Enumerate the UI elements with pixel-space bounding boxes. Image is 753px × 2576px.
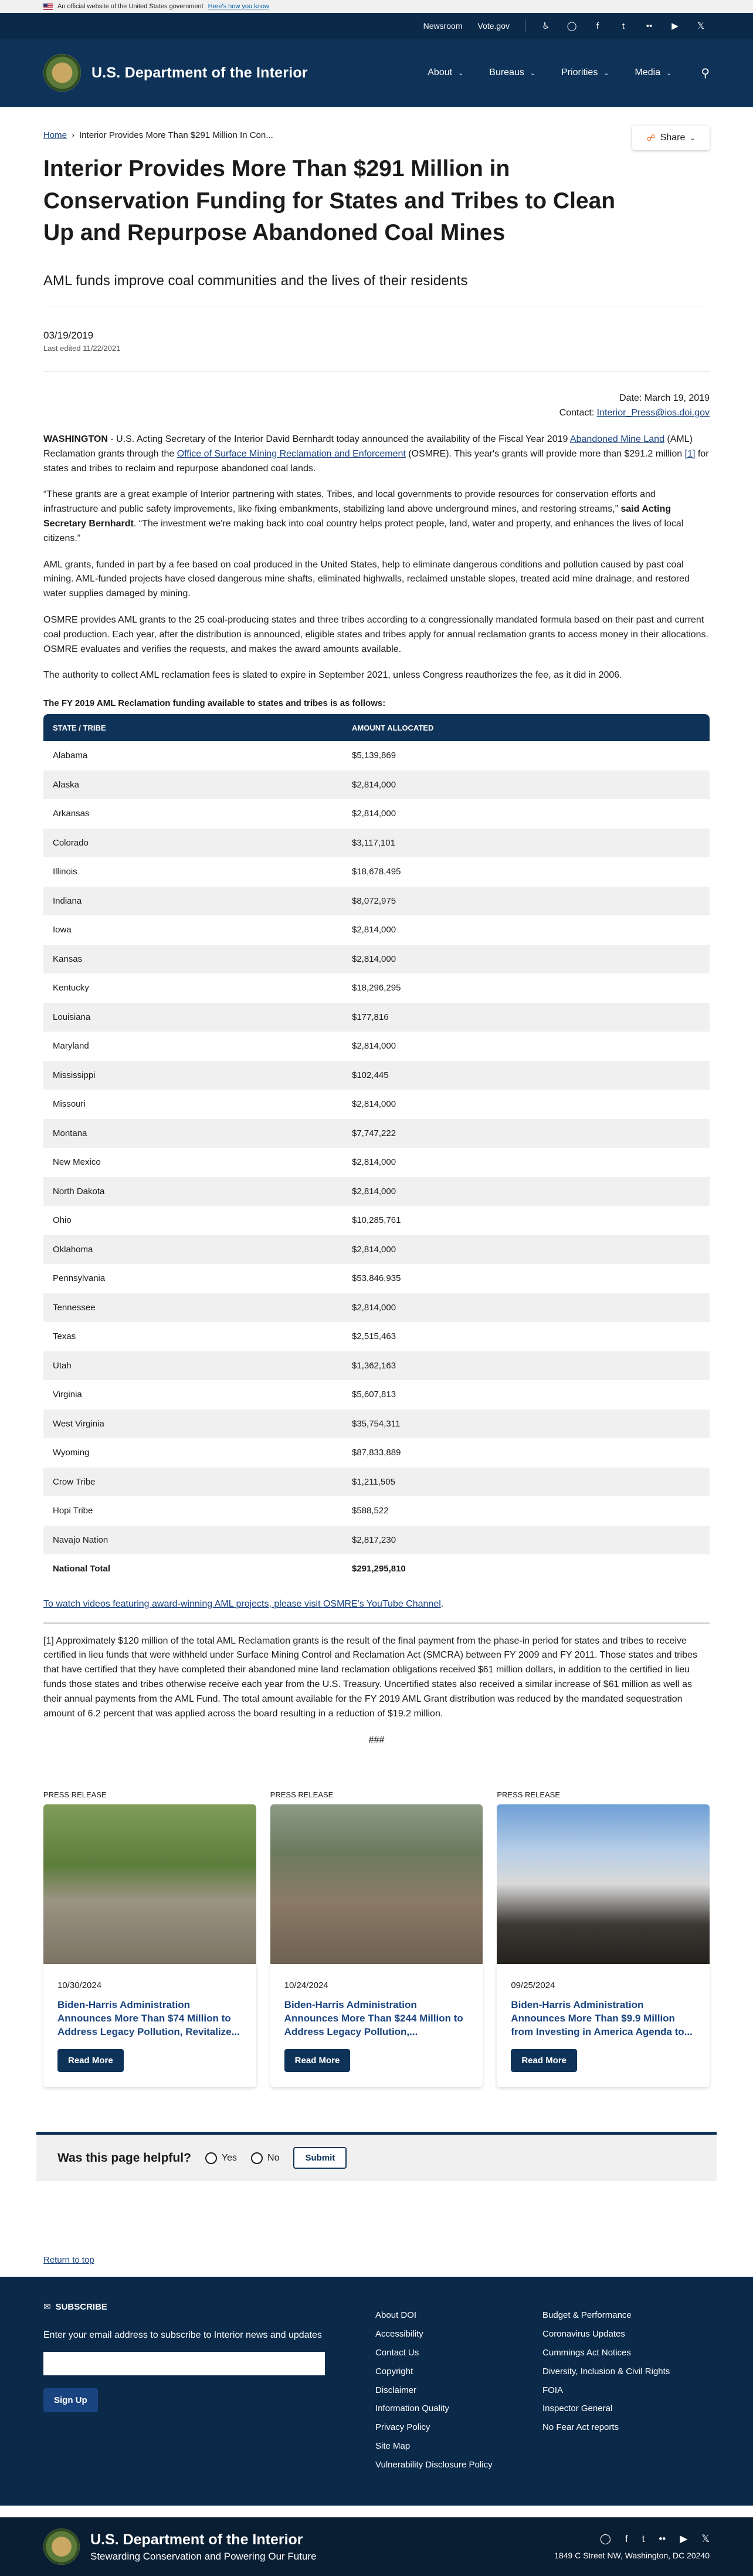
text: (AML) Reclamation grants through the [43, 434, 693, 459]
gov-banner-text: An official website of the United States government [57, 3, 203, 10]
footer-link[interactable]: Contact Us [375, 2348, 419, 2358]
dateline-city: WASHINGTON [43, 434, 108, 444]
identifier-title: U.S. Department of the Interior [90, 2531, 303, 2548]
state-cell: Illinois [53, 867, 77, 877]
state-cell: Indiana [43, 887, 342, 916]
identifier-tagline: Stewarding Conservation and Powering Our Future [90, 2550, 317, 2562]
state-cell: Kentucky [53, 983, 89, 993]
nav-item-label: Media [635, 67, 661, 77]
card-body [497, 1964, 710, 2087]
paragraph-3: AML grants, funded in part by a fee based on coal produced in the United States, help to eliminate dangerous conditions and pollution caused by past coal mining. AML-funded projects have closed dangerous mine shafts, eliminated highwalls, reclaimed unstable slopes, treated acid mine drainage, and restored water supplies damaged by mining. [43, 559, 690, 599]
state-cell: New Mexico [53, 1157, 101, 1168]
state-cell: Iowa [53, 925, 72, 935]
footer-links-column-1 [375, 2301, 542, 2506]
amount-cell: $2,515,463 [352, 1331, 396, 1342]
share-icon: ☍ [646, 133, 656, 143]
amount-cell: $3,117,101 [342, 829, 710, 858]
nav-item-priorities[interactable] [561, 67, 609, 78]
page-subtitle: AML funds improve coal communities and the lives of their residents [43, 273, 710, 306]
youtube-link-line [43, 1599, 710, 1624]
table-row [43, 1061, 710, 1090]
footer-identifier [0, 2517, 753, 2576]
text: - U.S. Acting Secretary of the Interior David Bernhardt today announced the availability of the Fiscal Year 2019 [107, 434, 570, 444]
card-title[interactable]: Biden-Harris Administration Announces More Than $74 Million to Address Legacy Pollution, Revitalize... [57, 1999, 240, 2038]
card-image[interactable] [497, 1804, 710, 1964]
footer-social-links [554, 2533, 710, 2545]
card-date: 10/30/2024 [57, 1980, 102, 1991]
card-title[interactable]: Biden-Harris Administration Announces More Than $244 Million to Address Legacy Pollution,... [284, 1999, 463, 2038]
table-row [43, 887, 710, 916]
footer-link[interactable]: About DOI [375, 2310, 417, 2321]
table-total-row [43, 1554, 710, 1584]
read-more-button[interactable]: Read More [511, 2049, 577, 2072]
gov-banner [0, 0, 753, 13]
press-release-card [497, 1790, 710, 2087]
state-cell: Missouri [53, 1099, 86, 1110]
quote-text: . “The investment we're making back into coal country helps protect people, land, water and property, and enhances the lives of local citizens.” [43, 518, 684, 543]
table-row [43, 1351, 710, 1381]
footer-link[interactable]: Information Quality [375, 2403, 449, 2414]
amount-cell: $2,814,000 [342, 770, 710, 800]
chevron-down-icon: ⌄ [458, 70, 464, 77]
chevron-down-icon: ⌄ [603, 70, 609, 77]
nav-item-media[interactable] [635, 67, 672, 78]
card-kicker: PRESS RELEASE [497, 1790, 560, 1800]
site-title[interactable]: U.S. Department of the Interior [91, 64, 308, 81]
facebook-icon[interactable]: f [596, 21, 599, 31]
state-cell: Alaska [43, 770, 342, 800]
press-release-card [43, 1790, 256, 2087]
table-row [43, 1206, 710, 1235]
state-cell: Texas [53, 1331, 76, 1342]
paragraph-5: The authority to collect AML reclamation fees is slated to expire in September 2021, unless Congress reauthorizes the fee, as it did in 2006. [43, 670, 622, 681]
youtube-icon[interactable]: ▶ [671, 21, 679, 31]
feedback-yes-radio[interactable] [205, 2152, 237, 2164]
amount-cell: $2,814,000 [352, 809, 396, 819]
state-cell: Virginia [53, 1390, 82, 1400]
paragraph-2 [43, 488, 710, 546]
nav-item-label: About [428, 67, 453, 77]
amount-cell: $177,816 [342, 1003, 710, 1032]
card-kicker: PRESS RELEASE [270, 1790, 334, 1800]
site-footer [0, 2277, 753, 2506]
amount-cell: $18,296,295 [352, 983, 401, 993]
state-cell: Mississippi [43, 1061, 342, 1090]
table-row [43, 1032, 710, 1061]
state-cell: Louisiana [43, 1003, 342, 1032]
amount-cell: $2,814,000 [342, 1293, 710, 1323]
card-title[interactable]: Biden-Harris Administration Announces More Than $9.9 Million from Investing in America Agenda to... [511, 1999, 693, 2038]
instagram-icon[interactable]: ◯ [567, 21, 577, 31]
feedback-question: Was this page helpful? [57, 2151, 191, 2165]
how-you-know-link[interactable]: Here's how you know [208, 3, 269, 10]
card-body [43, 1964, 256, 2087]
footer-links-column-2 [542, 2301, 710, 2506]
share-button[interactable] [632, 126, 710, 150]
amount-cell: $5,607,813 [352, 1390, 396, 1400]
amount-cell: $2,814,000 [352, 1099, 396, 1110]
envelope-icon: ✉ [43, 2302, 51, 2313]
end-mark: ### [368, 1735, 385, 1746]
amount-cell: $53,846,935 [352, 1273, 401, 1284]
table-row [43, 1526, 710, 1555]
footer-link[interactable]: Vulnerability Disclosure Policy [375, 2459, 493, 2470]
feedback-widget [36, 2132, 717, 2181]
instagram-icon[interactable]: ◯ [599, 2533, 611, 2545]
table-row [43, 1119, 710, 1148]
amount-cell: $7,747,222 [342, 1119, 710, 1148]
amount-cell: $2,814,000 [352, 925, 396, 935]
footer-link[interactable]: Budget & Performance [542, 2310, 632, 2321]
footer-link[interactable]: Privacy Policy [375, 2422, 430, 2433]
subscribe-heading-text: SUBSCRIBE [55, 2301, 107, 2312]
contact-label: Contact: [559, 408, 597, 418]
state-cell: Arkansas [53, 809, 90, 819]
read-more-button[interactable]: Read More [284, 2049, 351, 2072]
doi-seal-logo[interactable] [43, 2528, 80, 2565]
contact-email-link[interactable]: Interior_Press@ios.doi.gov [596, 408, 710, 418]
amount-cell: $10,285,761 [352, 1215, 401, 1226]
table-row [43, 1264, 710, 1293]
card-date: 09/25/2024 [511, 1980, 555, 1991]
radio-circle [205, 2152, 217, 2164]
state-cell: Ohio [53, 1215, 72, 1226]
footer-link[interactable]: Site Map [375, 2440, 411, 2451]
doi-seal-logo[interactable] [43, 54, 81, 92]
text: . [440, 1598, 444, 1609]
footer-link[interactable]: Cummings Act Notices [542, 2348, 631, 2358]
footer-link[interactable]: Diversity, Inclusion & Civil Rights [542, 2366, 670, 2376]
table-row [43, 1003, 710, 1032]
chevron-down-icon: ⌄ [530, 70, 536, 77]
state-cell: Utah [43, 1351, 342, 1381]
amount-cell: $1,362,163 [342, 1351, 710, 1381]
publish-date: 03/19/2019 [43, 329, 94, 341]
state-cell: Oklahoma [43, 1235, 342, 1265]
flickr-icon[interactable]: •• [646, 21, 653, 31]
dateline [43, 391, 710, 421]
newsroom-link[interactable]: Newsroom [423, 21, 463, 31]
youtube-channel-link[interactable]: To watch videos featuring award-winning AML projects, please visit OSMRE's YouTube Channel [43, 1598, 441, 1609]
email-input[interactable] [43, 2352, 325, 2375]
article [0, 153, 753, 1746]
table-row [43, 915, 710, 945]
footer-link[interactable]: Disclaimer [375, 2385, 417, 2395]
text: (OSMRE). This year's grants will provide more than $291.2 million [405, 448, 685, 459]
amount-cell: $8,072,975 [342, 887, 710, 916]
quote-text: “These grants are a great example of Interior partnering with states, Tribes, and local governments to provide resources for conservation efforts and infrastructure and public safety improvements, like fixing embankments, stabilizing land above underground mines, and restoring streams,” [43, 489, 656, 515]
table-row [43, 1468, 710, 1497]
amount-cell: $2,814,000 [342, 945, 710, 974]
subscribe-text: Enter your email address to subscribe to Interior news and updates [43, 2330, 322, 2341]
article-body [43, 432, 710, 683]
footer-link[interactable]: Inspector General [542, 2403, 613, 2414]
state-cell: Montana [43, 1119, 342, 1148]
table-row [43, 799, 710, 829]
funding-table [43, 714, 710, 1584]
accessibility-icon[interactable]: ♿ [542, 21, 550, 31]
state-cell: Alabama [53, 751, 88, 761]
amount-cell: $5,139,869 [352, 751, 396, 761]
table-caption: The FY 2019 AML Reclamation funding available to states and tribes is as follows: [43, 698, 386, 709]
column-header-state: STATE / TRIBE [43, 714, 342, 741]
footer-link[interactable]: Copyright [375, 2366, 413, 2376]
flickr-icon[interactable]: •• [659, 2533, 666, 2545]
table-row [43, 1322, 710, 1351]
state-cell: North Dakota [43, 1177, 342, 1206]
table-header-row [43, 714, 710, 741]
card-body [270, 1964, 483, 2087]
state-cell: Navajo Nation [43, 1526, 342, 1555]
table-row [43, 973, 710, 1003]
related-press-releases [0, 1790, 753, 2087]
state-cell: Colorado [43, 829, 342, 858]
table-row [43, 1438, 710, 1468]
text: for states and tribes to reclaim and repurpose abandoned coal lands. [43, 448, 709, 474]
press-release-card [270, 1790, 483, 2087]
chevron-down-icon: ⌄ [666, 70, 672, 77]
total-label: National Total [53, 1564, 111, 1574]
identifier-right [554, 2533, 710, 2560]
share-label: Share [660, 133, 686, 143]
nav-item-about[interactable] [428, 67, 463, 78]
table-row [43, 770, 710, 800]
column-header-amount: AMOUNT ALLOCATED [342, 714, 710, 741]
amount-cell: $2,814,000 [342, 1177, 710, 1206]
breadcrumb-current: Interior Provides More Than $291 Million In Con... [79, 130, 273, 140]
return-to-top-row [0, 2181, 753, 2265]
state-cell: Kansas [43, 945, 342, 974]
amount-cell: $2,814,000 [352, 1157, 396, 1168]
table-row [43, 829, 710, 858]
footer-link[interactable]: Accessibility [375, 2329, 423, 2340]
card-kicker: PRESS RELEASE [43, 1790, 107, 1800]
table-row [43, 1293, 710, 1323]
amount-cell: $2,817,230 [342, 1526, 710, 1555]
us-flag-icon [43, 4, 53, 10]
footer-link[interactable]: No Fear Act reports [542, 2422, 619, 2433]
footer-link[interactable]: Coronavirus Updates [542, 2329, 625, 2340]
card-image[interactable] [270, 1804, 483, 1964]
state-cell: Tennessee [43, 1293, 342, 1323]
address: 1849 C Street NW, Washington, DC 20240 [554, 2551, 710, 2561]
amount-cell: $102,445 [342, 1061, 710, 1090]
x-icon[interactable]: 𝕏 [701, 2533, 710, 2545]
read-more-button[interactable]: Read More [57, 2049, 124, 2072]
amount-cell: $1,211,505 [342, 1468, 710, 1497]
table-row [43, 1235, 710, 1265]
table-row [43, 945, 710, 974]
page-title: Interior Provides More Than $291 Million in Conservation Funding for States and Tribes to Clean Up and Repurpose Abandoned Coal Mines [43, 156, 616, 246]
subscribe-section [43, 2301, 375, 2506]
table-row [43, 1496, 710, 1526]
state-cell: Hopi Tribe [53, 1506, 93, 1516]
table-row [43, 1148, 710, 1177]
utility-bar [0, 13, 753, 39]
state-cell: Pennsylvania [53, 1273, 106, 1284]
sign-up-button[interactable]: Sign Up [43, 2388, 98, 2412]
vote-link[interactable]: Vote.gov [477, 21, 510, 31]
return-to-top-link[interactable]: Return to top [43, 2255, 94, 2266]
search-icon[interactable]: ⚲ [701, 66, 710, 80]
radio-label: No [267, 2152, 280, 2163]
table-row [43, 857, 710, 887]
subscribe-heading [43, 2301, 375, 2312]
chevron-down-icon: ⌄ [690, 134, 696, 142]
card-image[interactable] [43, 1804, 256, 1964]
paragraph-4: OSMRE provides AML grants to the 25 coal-producing states and three tribes according to a congressionally mandated formula based on their past and current coal production. Each year, after the distribution is announced, eligible states and tribes apply for annual reclamation grants to access money in their allocations. OSMRE evaluates and verifies the requests, and makes the award amounts available. [43, 614, 708, 654]
total-value: $291,295,810 [352, 1564, 406, 1574]
radio-circle [251, 2152, 263, 2164]
state-cell: Wyoming [53, 1448, 90, 1458]
footer-link[interactable]: FOIA [542, 2385, 564, 2395]
tumblr-icon[interactable]: t [622, 21, 625, 31]
table-row [43, 741, 710, 770]
feedback-submit-button[interactable]: Submit [293, 2147, 347, 2169]
state-cell: Maryland [53, 1041, 89, 1052]
footnote: [1] Approximately $120 million of the total AML Reclamation grants is the result of the final payment from the phase-in period for states and tribes to receive certified in lieu funds that were withheld under Surface Mining Control and Reclamation Act (SMCRA) between FY 2009 and FY 2011. Those states and tribes that have certified that they have completed their abandoned mine land reclamation obligations received $61 million dollars, in addition to the certified in lieu funds those states and tribes otherwise receive each year from the U.S. Treasury. Uncertified states also received a similar increase of $61 million as well as their annual payments from the AML Fund. The total amount available for the FY 2019 AML Grant distribution was reduced by the mandated sequestration amount of 6.2 percent that was applied across the board resulting in a reduction of $19.2 million. [43, 1635, 697, 1719]
contact-line [43, 405, 710, 421]
main-navigation [0, 39, 753, 107]
last-edited: Last edited 11/22/2021 [43, 344, 710, 372]
identifier-text [90, 2531, 317, 2563]
youtube-icon[interactable]: ▶ [680, 2533, 688, 2545]
amount-cell: $35,754,311 [342, 1409, 710, 1439]
main-menu [428, 66, 710, 80]
osmre-link[interactable]: Office of Surface Mining Reclamation and Enforcement [177, 448, 406, 459]
card-date: 10/24/2024 [284, 1980, 328, 1991]
state-cell: Crow Tribe [43, 1468, 342, 1497]
amount-cell: $2,814,000 [352, 1041, 396, 1052]
footnote-link[interactable]: [1] [684, 448, 696, 459]
table-row [43, 1090, 710, 1119]
table-row [43, 1380, 710, 1409]
facebook-icon[interactable]: f [625, 2533, 628, 2545]
amount-cell: $2,814,000 [342, 1235, 710, 1265]
x-icon[interactable]: 𝕏 [697, 21, 705, 31]
table-row [43, 1409, 710, 1439]
breadcrumb-separator-icon: › [72, 130, 75, 140]
nav-item-label: Priorities [561, 67, 598, 77]
tumblr-icon[interactable]: t [642, 2533, 645, 2545]
amount-cell: $87,833,889 [352, 1448, 401, 1458]
amount-cell: $588,522 [352, 1506, 389, 1516]
nav-item-label: Bureaus [489, 67, 524, 77]
feedback-no-radio[interactable] [251, 2152, 279, 2164]
dateline-date: Date: March 19, 2019 [619, 393, 710, 403]
breadcrumb-home-link[interactable]: Home [43, 130, 67, 140]
aml-link[interactable]: Abandoned Mine Land [569, 434, 664, 444]
state-cell: West Virginia [43, 1409, 342, 1439]
nav-item-bureaus[interactable] [489, 67, 535, 78]
radio-label: Yes [221, 2152, 238, 2163]
table-body [43, 741, 710, 1584]
attribution: said Acting Secretary Bernhardt [43, 504, 671, 529]
amount-cell: $18,678,495 [352, 867, 401, 877]
table-row [43, 1177, 710, 1206]
paragraph-1 [43, 432, 710, 476]
